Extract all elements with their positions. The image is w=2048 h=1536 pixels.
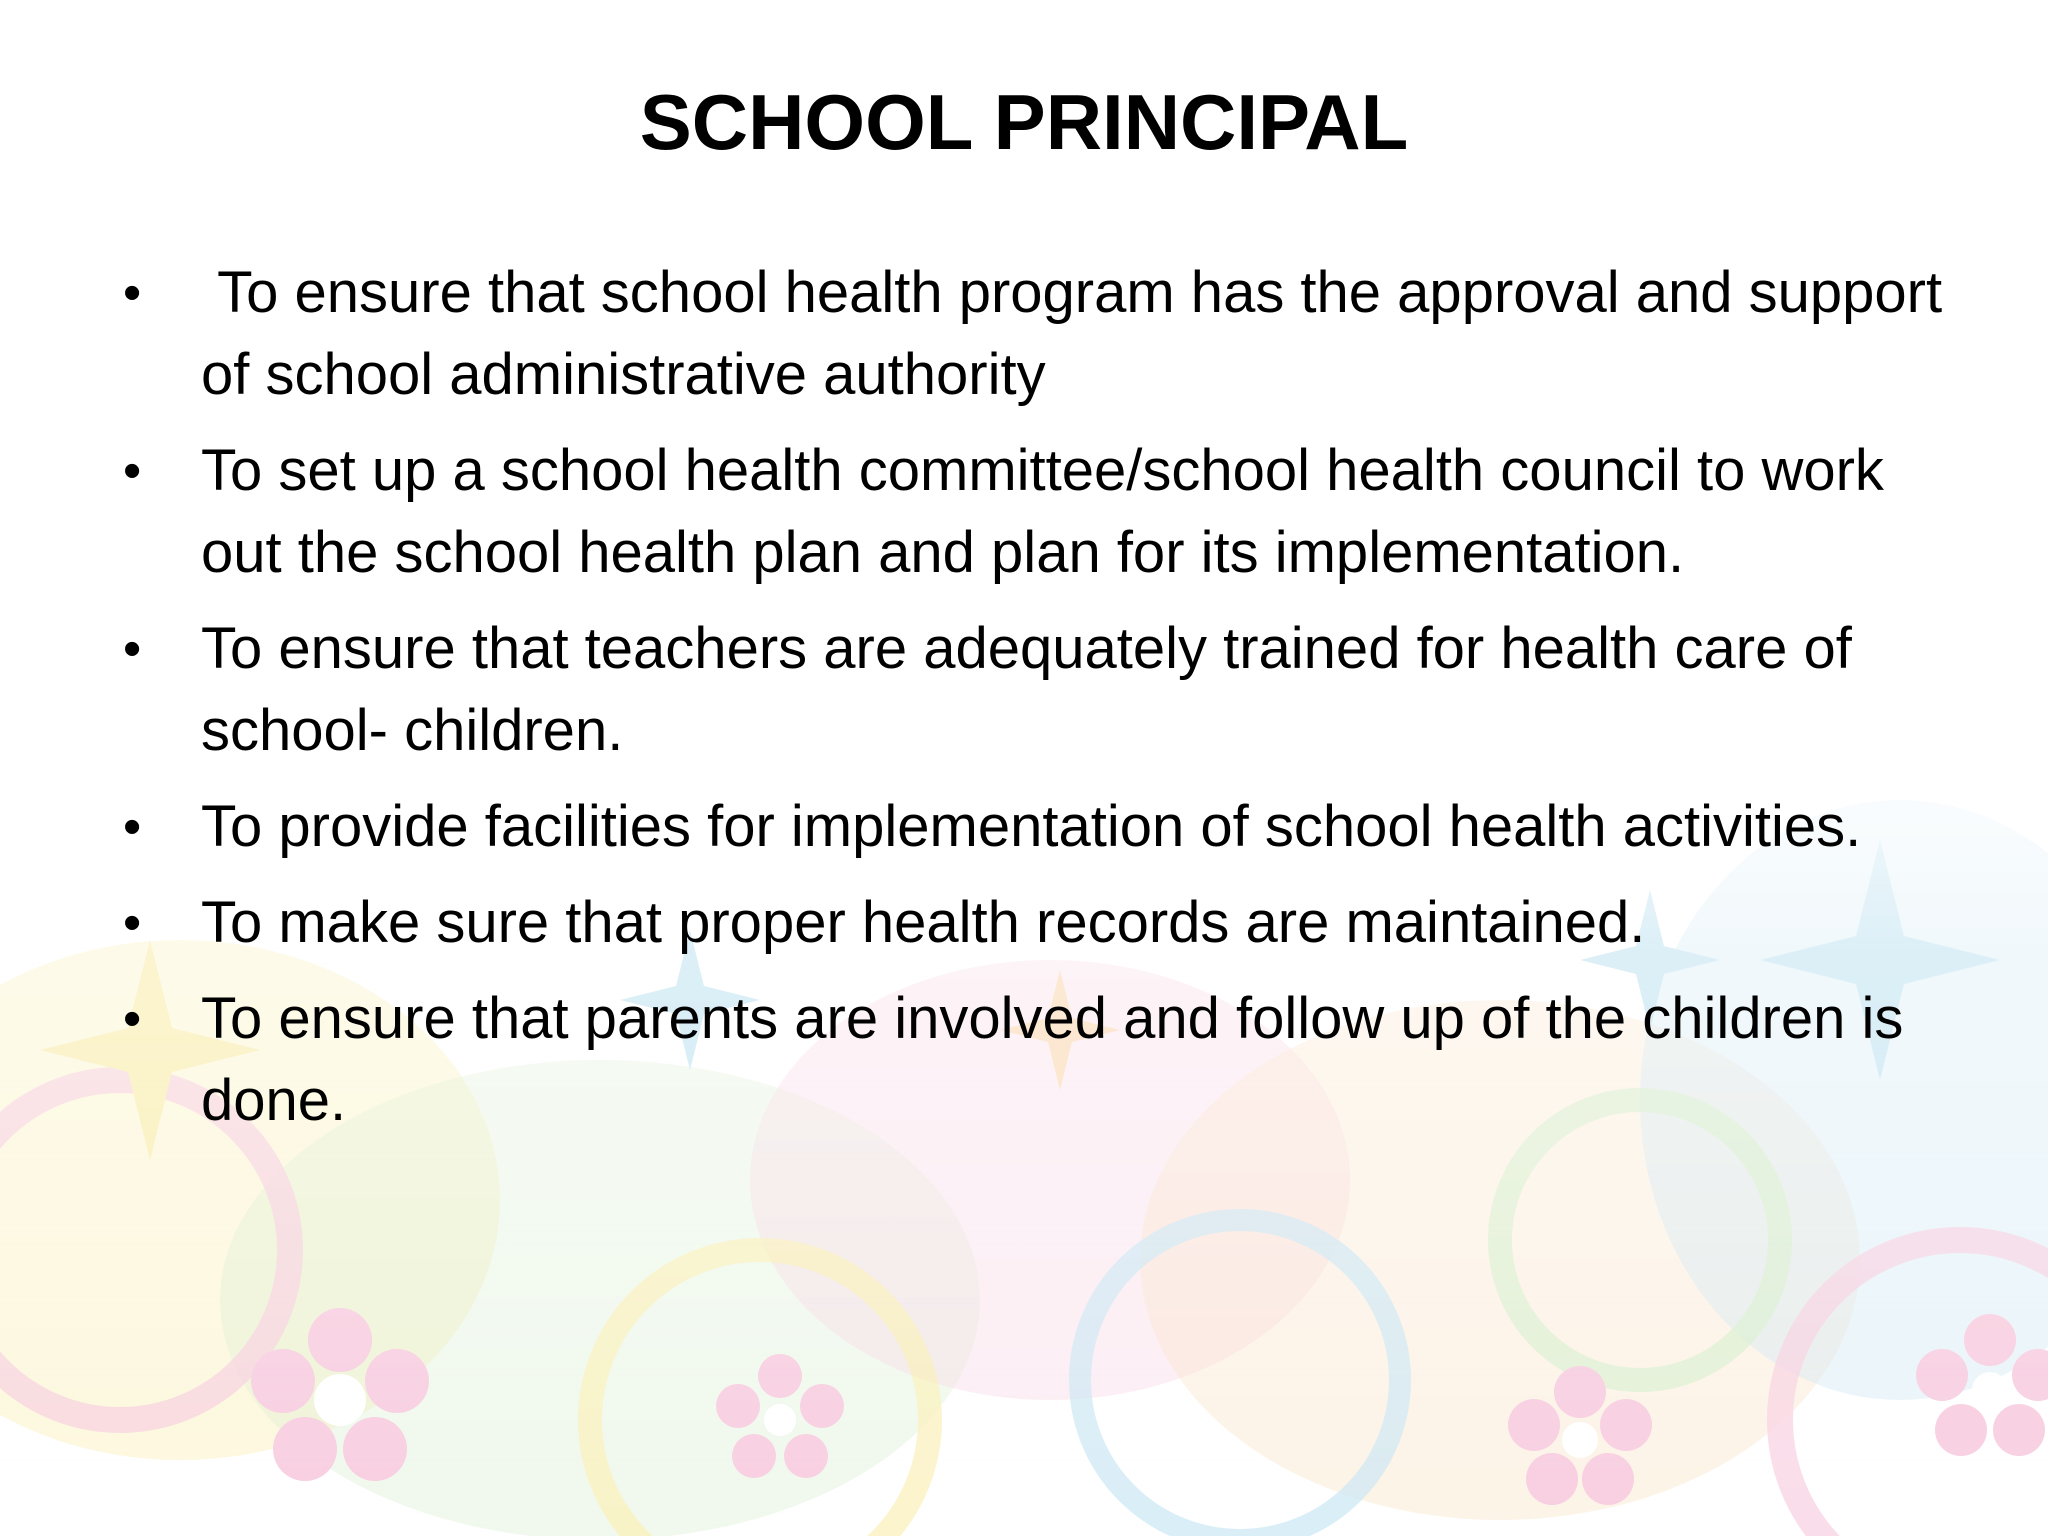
bullet-text: To set up a school health committee/school health council to work out the school health plan and plan for its implementation.: [201, 438, 1884, 585]
bullet-text: To make sure that proper health records are maintained.: [201, 890, 1646, 955]
bullet-text: To provide facilities for implementation of school health activities.: [201, 794, 1862, 859]
bullet-item: [115, 252, 1965, 416]
bullet-text: To ensure that teachers are adequately trained for health care of school- children.: [201, 616, 1852, 763]
bullet-icon: •: [123, 990, 142, 1048]
bullet-item: [115, 882, 1965, 964]
bullet-item: [115, 786, 1965, 868]
bullet-text: To ensure that parents are involved and follow up of the children is done.: [201, 986, 1904, 1133]
bullet-icon: •: [123, 894, 142, 952]
slide-title: SCHOOL PRINCIPAL: [639, 78, 1409, 166]
bullet-icon: •: [123, 798, 142, 856]
bullet-icon: •: [123, 620, 142, 678]
bullet-item: [115, 608, 1965, 772]
bullet-item: [115, 430, 1965, 594]
bullet-text: To ensure that school health program has the approval and support of school administrative authority: [201, 260, 1959, 407]
bullet-item: [115, 978, 1965, 1142]
bullet-list: [115, 252, 1965, 1156]
bullet-icon: •: [123, 442, 142, 500]
bullet-icon: •: [123, 264, 142, 322]
